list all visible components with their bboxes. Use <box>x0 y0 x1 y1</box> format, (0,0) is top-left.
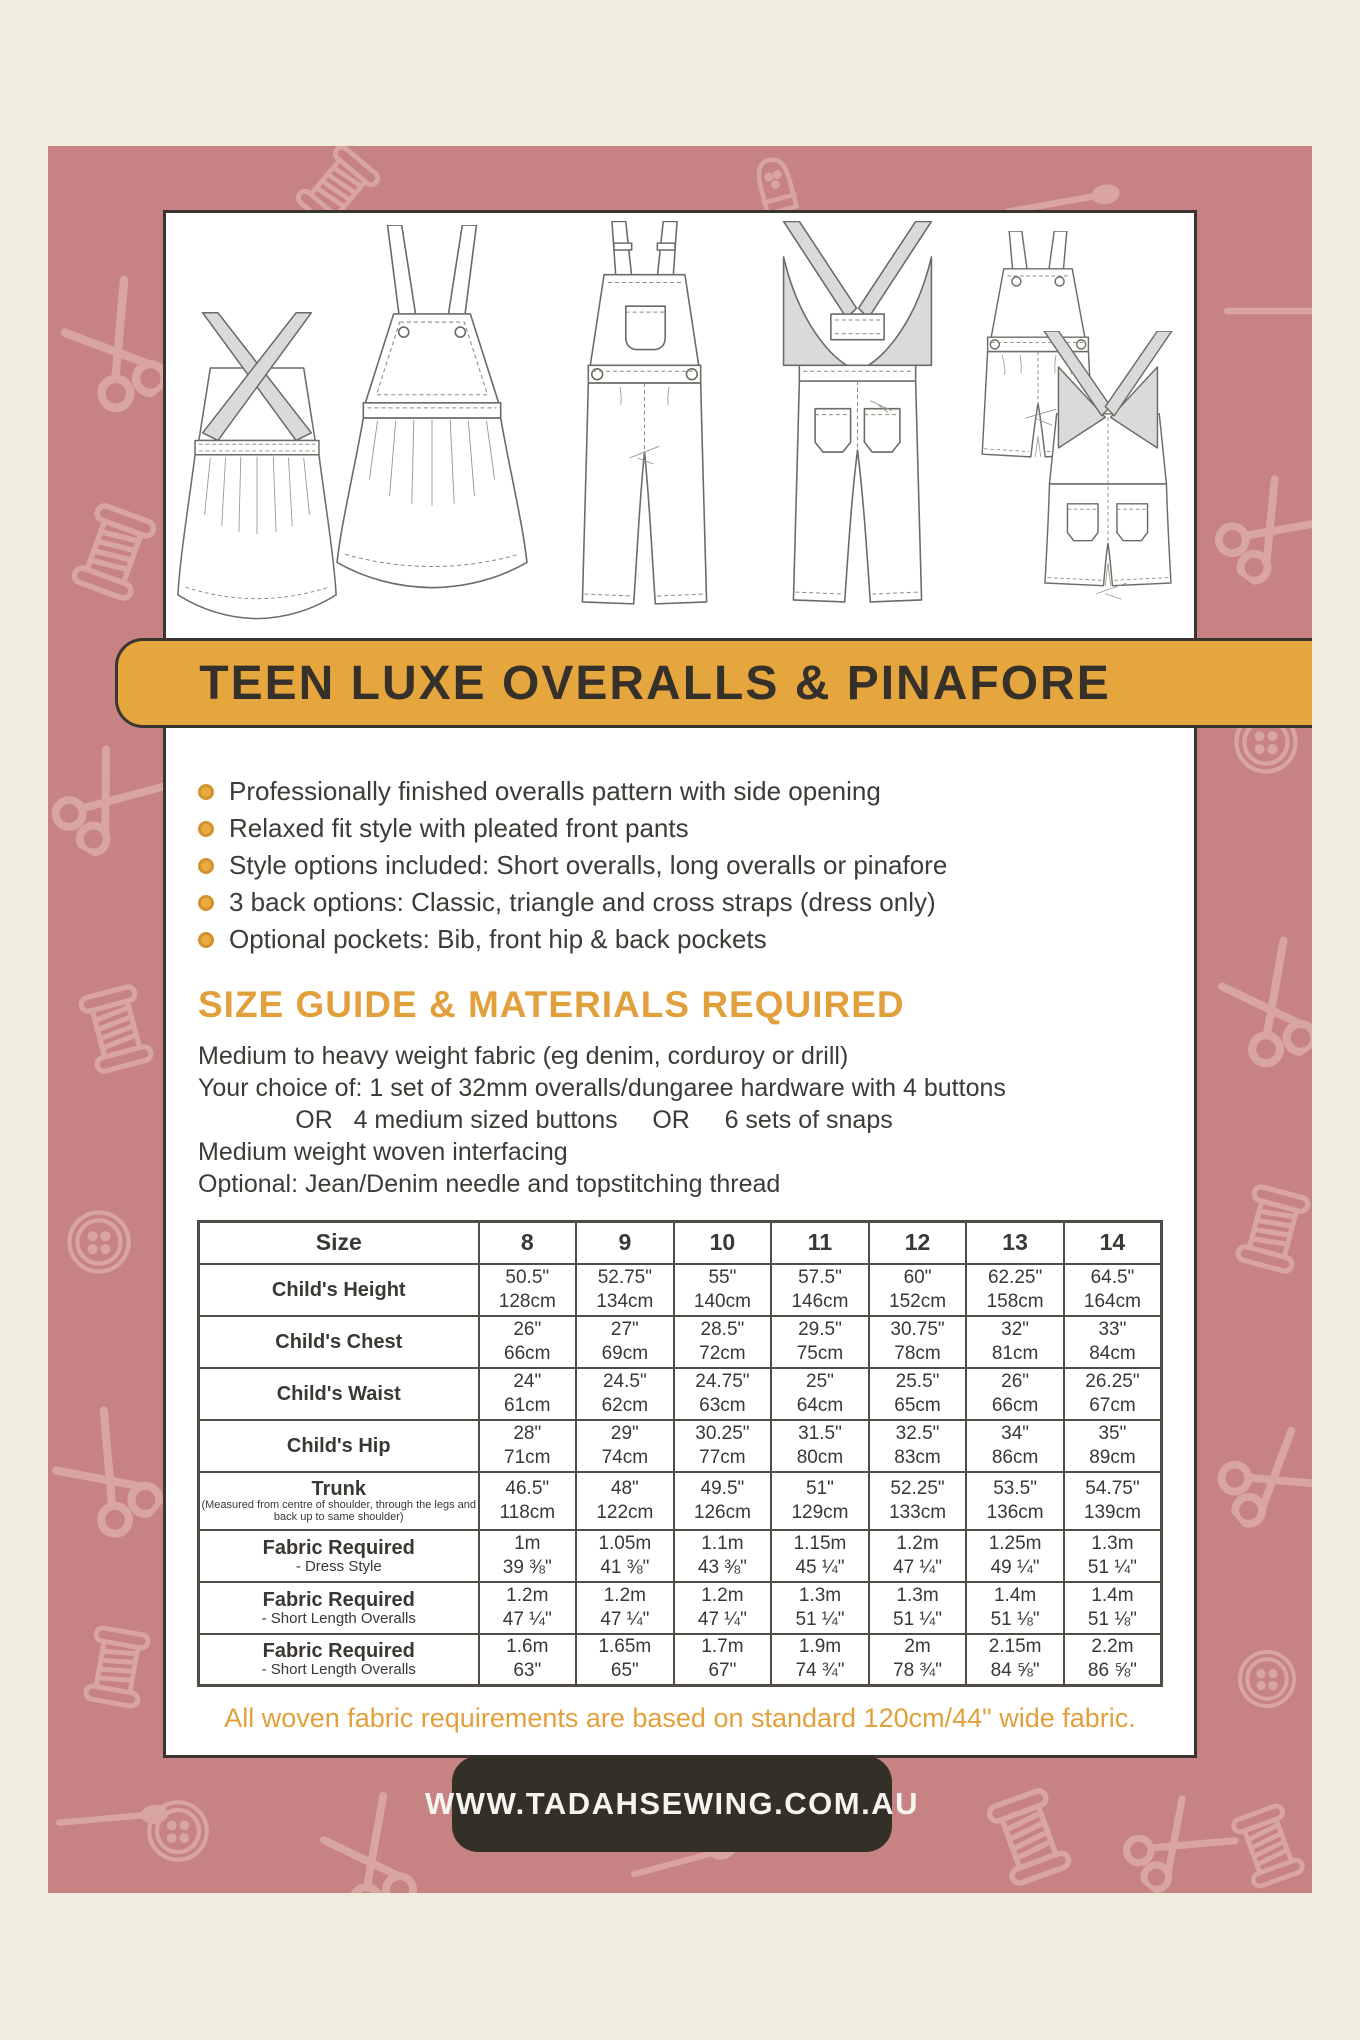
table-cell <box>479 1530 577 1582</box>
size-guide-heading: SIZE GUIDE & MATERIALS REQUIRED <box>198 984 905 1025</box>
table-cell-value: 67" <box>708 1660 737 1682</box>
feature-text: Style options included: Short overalls, long overalls or pinafore <box>229 850 948 880</box>
table-cell-value: 51" <box>806 1477 834 1499</box>
materials-required-text <box>198 1040 1194 1200</box>
table-cell-value: 1.2m <box>896 1532 939 1554</box>
table-cell <box>576 1530 674 1582</box>
scissors-icon <box>1200 1403 1312 1561</box>
row-sublabel-text: (Measured from centre of shoulder, through the legs and back up to same shoulder) <box>201 1499 477 1523</box>
table-cell <box>1064 1316 1162 1368</box>
row-label <box>199 1420 479 1472</box>
table-cell <box>869 1530 967 1582</box>
spool-icon <box>70 1620 165 1715</box>
table-cell-value: 75cm <box>796 1342 844 1364</box>
size-column-header: 9 <box>576 1222 674 1264</box>
size-column-header: 14 <box>1064 1222 1162 1264</box>
table-cell <box>674 1472 772 1530</box>
table-cell <box>576 1634 674 1686</box>
table-cell-value: 53.5" <box>993 1477 1037 1499</box>
table-row <box>199 1368 1162 1420</box>
button-bullet-icon <box>198 932 214 948</box>
row-label-text: Child's Height <box>271 1278 406 1301</box>
table-cell-value: 45 ¼" <box>795 1556 845 1578</box>
table-cell <box>771 1530 869 1582</box>
table-row <box>199 1264 1162 1316</box>
table-cell-value: 26" <box>513 1318 542 1340</box>
table-cell <box>674 1316 772 1368</box>
table-row <box>199 1316 1162 1368</box>
scissors-icon <box>1107 1775 1251 1893</box>
table-cell-value: 52.25" <box>890 1477 945 1499</box>
table-cell <box>479 1420 577 1472</box>
table-cell-value: 118cm <box>499 1501 556 1523</box>
table-cell-value: 1.2m <box>701 1584 744 1606</box>
row-label-text: Trunk <box>311 1478 366 1500</box>
title-banner <box>115 638 1312 728</box>
table-cell-value: 57.5" <box>798 1266 842 1288</box>
table-cell-value: 164cm <box>1083 1290 1141 1312</box>
table-cell-value: 80cm <box>796 1446 844 1468</box>
table-cell-value: 29" <box>610 1422 639 1444</box>
table-row <box>199 1582 1162 1634</box>
table-cell-value: 152cm <box>889 1290 947 1312</box>
table-cell <box>674 1530 772 1582</box>
feature-item <box>198 921 1194 958</box>
fabric-width-note: All woven fabric requirements are based on standard 120cm/44" wide fabric. <box>224 1703 1136 1733</box>
pinafore-back-cross-straps-drawing <box>176 308 338 632</box>
materials-line: OR 4 medium sized buttons OR 6 sets of snaps <box>198 1106 893 1134</box>
table-cell-value: 1.2m <box>603 1584 646 1606</box>
table-cell-value: 89cm <box>1089 1446 1136 1468</box>
table-cell <box>576 1420 674 1472</box>
scissors-icon <box>1198 454 1312 610</box>
materials-line: Medium to heavy weight fabric (eg denim, corduroy or drill) <box>198 1042 849 1070</box>
table-cell <box>771 1368 869 1420</box>
table-cell-value: 1.4m <box>1091 1584 1134 1606</box>
table-cell <box>674 1582 772 1634</box>
table-cell-value: 47 ¼" <box>893 1556 943 1578</box>
table-cell-value: 140cm <box>693 1290 751 1312</box>
table-cell-value: 1.25m <box>988 1532 1042 1554</box>
table-cell-value: 1.2m <box>506 1584 549 1606</box>
table-cell-value: 1.65m <box>598 1636 652 1658</box>
pattern-info-card <box>163 210 1197 1758</box>
table-cell <box>771 1472 869 1530</box>
row-label <box>199 1582 479 1634</box>
table-cell-value: 1.3m <box>798 1584 842 1606</box>
table-cell-value: 65" <box>610 1660 639 1682</box>
table-cell <box>869 1472 967 1530</box>
table-cell-value: 146cm <box>791 1290 849 1312</box>
table-cell-value: 1.15m <box>793 1532 847 1554</box>
table-cell-value: 65cm <box>894 1394 941 1416</box>
table-cell <box>771 1264 869 1316</box>
table-cell <box>869 1316 967 1368</box>
table-cell <box>576 1264 674 1316</box>
table-cell-value: 61cm <box>504 1394 551 1416</box>
table-cell-value: 48" <box>610 1477 639 1499</box>
table-cell-value: 49 ¼" <box>990 1556 1040 1578</box>
table-cell-value: 84 ⅝" <box>990 1660 1040 1682</box>
materials-line: Medium weight woven interfacing <box>198 1138 568 1166</box>
feature-item <box>198 847 1194 884</box>
feature-item <box>198 810 1194 847</box>
table-cell-value: 63" <box>513 1660 542 1682</box>
size-column-header: 12 <box>869 1222 967 1264</box>
table-cell <box>1064 1420 1162 1472</box>
table-cell <box>674 1368 772 1420</box>
row-label-text: Child's Chest <box>275 1330 403 1353</box>
scissors-icon <box>1193 923 1312 1085</box>
feature-text: Optional pockets: Bib, front hip & back pockets <box>229 924 767 954</box>
table-row <box>199 1634 1162 1686</box>
table-cell-value: 139cm <box>1083 1501 1141 1523</box>
table-cell-value: 62.25" <box>987 1266 1043 1288</box>
pattern-title: TEEN LUXE OVERALLS & PINAFORE <box>199 656 1111 710</box>
feature-text: Relaxed fit style with pleated front pants <box>229 813 689 843</box>
table-cell-value: 74cm <box>601 1446 649 1468</box>
table-cell-value: 41 ⅜" <box>600 1556 650 1578</box>
row-sublabel-text: - Dress Style <box>295 1557 382 1575</box>
table-cell-value: 54.75" <box>1085 1477 1140 1499</box>
size-column-header: 8 <box>479 1222 577 1264</box>
table-cell-value: 47 ¼" <box>502 1608 552 1630</box>
table-cell-value: 26.25" <box>1085 1370 1140 1392</box>
table-cell-value: 63cm <box>699 1394 746 1416</box>
row-label <box>199 1264 479 1316</box>
button-bullet-icon <box>198 784 214 800</box>
table-cell <box>869 1582 967 1634</box>
table-cell-value: 72cm <box>699 1342 746 1364</box>
table-cell-value: 29.5" <box>798 1318 842 1340</box>
table-cell <box>576 1368 674 1420</box>
table-cell-value: 1.6m <box>506 1636 549 1658</box>
table-cell-value: 51 ¼" <box>1087 1556 1137 1578</box>
table-cell <box>479 1316 577 1368</box>
button-icon <box>1234 1646 1300 1712</box>
table-cell <box>576 1472 674 1530</box>
technical-drawings <box>166 213 1194 641</box>
table-cell-value: 28.5" <box>700 1318 745 1340</box>
table-cell-value: 2m <box>904 1636 931 1658</box>
table-cell-value: 84cm <box>1089 1342 1136 1364</box>
table-cell-value: 71cm <box>504 1446 551 1468</box>
table-cell <box>1064 1368 1162 1420</box>
feature-list <box>198 773 1194 958</box>
table-cell-value: 69cm <box>601 1342 649 1364</box>
table-cell-value: 1.3m <box>896 1584 939 1606</box>
button-bullet-icon <box>198 895 214 911</box>
row-label <box>199 1634 479 1686</box>
table-cell <box>674 1634 772 1686</box>
button-bullet-icon <box>198 858 214 874</box>
table-cell-value: 133cm <box>889 1501 947 1523</box>
table-cell-value: 51 ¼" <box>893 1608 943 1630</box>
button-icon <box>63 1206 135 1278</box>
table-cell-value: 67cm <box>1089 1394 1136 1416</box>
table-cell-value: 32.5" <box>895 1422 940 1444</box>
website-banner <box>425 1756 919 1852</box>
table-cell <box>869 1368 967 1420</box>
short-overalls-back-drawing <box>1024 331 1191 628</box>
table-cell-value: 122cm <box>596 1501 654 1523</box>
table-cell <box>869 1634 967 1686</box>
spool-icon <box>970 1778 1088 1893</box>
website-url: WWW.TADAHSEWING.COM.AU <box>425 1786 919 1821</box>
table-cell-value: 134cm <box>596 1290 654 1312</box>
table-cell <box>771 1634 869 1686</box>
size-column-header: 13 <box>966 1222 1064 1264</box>
table-cell-value: 86cm <box>991 1446 1039 1468</box>
table-cell-value: 77cm <box>699 1446 746 1468</box>
row-label-text: Fabric Required <box>262 1640 415 1663</box>
row-label-text: Fabric Required <box>262 1588 415 1611</box>
table-cell <box>576 1316 674 1368</box>
table-cell-value: 66cm <box>504 1342 551 1364</box>
size-column-header: 10 <box>674 1222 772 1264</box>
table-cell-value: 46.5" <box>505 1477 550 1499</box>
row-label-text: Fabric Required <box>262 1536 415 1559</box>
table-cell <box>1064 1472 1162 1530</box>
table-cell-value: 30.75" <box>890 1318 945 1340</box>
row-label <box>199 1316 479 1368</box>
table-cell-value: 52.75" <box>597 1266 652 1288</box>
table-cell <box>966 1582 1064 1634</box>
table-cell-value: 83cm <box>894 1446 941 1468</box>
table-cell-value: 86 ⅝" <box>1087 1660 1137 1682</box>
table-cell-value: 1m <box>514 1532 541 1554</box>
table-cell-value: 64.5" <box>1090 1266 1135 1288</box>
materials-line: Optional: Jean/Denim needle and topstitching thread <box>198 1170 781 1198</box>
table-cell-value: 55" <box>708 1266 737 1288</box>
table-cell <box>966 1420 1064 1472</box>
feature-text: Professionally finished overalls pattern with side opening <box>229 776 881 806</box>
table-row <box>199 1472 1162 1530</box>
table-cell-value: 1.7m <box>701 1636 744 1658</box>
table-cell-value: 34" <box>1001 1422 1030 1444</box>
table-row <box>199 1420 1162 1472</box>
size-table-body <box>199 1264 1162 1686</box>
table-cell-value: 1.4m <box>993 1584 1037 1606</box>
row-label-text: Child's Waist <box>276 1382 401 1405</box>
table-cell-value: 62cm <box>601 1394 649 1416</box>
button-icon <box>143 1796 213 1866</box>
table-cell-value: 28" <box>513 1422 542 1444</box>
table-cell-value: 1.05m <box>598 1532 652 1554</box>
table-cell-value: 126cm <box>693 1501 751 1523</box>
long-overalls-front-drawing <box>541 221 748 626</box>
table-cell-value: 24.75" <box>695 1370 750 1392</box>
table-cell-value: 78 ¾" <box>893 1660 943 1682</box>
table-cell-value: 27" <box>610 1318 639 1340</box>
table-cell <box>479 1264 577 1316</box>
row-label-text: Child's Hip <box>286 1434 391 1457</box>
table-cell <box>966 1264 1064 1316</box>
table-cell <box>479 1368 577 1420</box>
table-cell-value: 47 ¼" <box>697 1608 747 1630</box>
table-cell <box>771 1316 869 1368</box>
table-cell <box>1064 1530 1162 1582</box>
table-cell-value: 26" <box>1001 1370 1030 1392</box>
feature-text: 3 back options: Classic, triangle and cross straps (dress only) <box>229 887 936 917</box>
table-cell <box>966 1634 1064 1686</box>
row-label <box>199 1472 479 1530</box>
table-cell-value: 1.3m <box>1091 1532 1134 1554</box>
table-cell <box>674 1420 772 1472</box>
table-cell-value: 74 ¾" <box>795 1660 845 1682</box>
size-column-header: Size <box>199 1222 479 1264</box>
table-cell-value: 60" <box>903 1266 932 1288</box>
row-label <box>199 1530 479 1582</box>
table-cell <box>479 1582 577 1634</box>
table-cell-value: 81cm <box>991 1342 1039 1364</box>
table-cell-value: 66cm <box>991 1394 1039 1416</box>
table-cell-value: 1.9m <box>798 1636 842 1658</box>
table-cell-value: 35" <box>1098 1422 1127 1444</box>
table-cell <box>576 1582 674 1634</box>
spool-icon <box>1220 1176 1312 1281</box>
table-cell-value: 2.15m <box>988 1636 1042 1658</box>
table-cell-value: 51 ⅛" <box>990 1608 1040 1630</box>
spool-icon <box>63 976 168 1081</box>
table-cell-value: 33" <box>1098 1318 1127 1340</box>
table-cell <box>771 1420 869 1472</box>
materials-line: Your choice of: 1 set of 32mm overalls/dungaree hardware with 4 buttons <box>198 1074 1006 1102</box>
table-cell <box>1064 1634 1162 1686</box>
table-cell <box>966 1368 1064 1420</box>
table-cell-value: 2.2m <box>1091 1636 1134 1658</box>
table-cell <box>771 1582 869 1634</box>
size-table <box>197 1220 1163 1687</box>
table-cell-value: 32" <box>1001 1318 1030 1340</box>
table-row <box>199 1530 1162 1582</box>
table-cell-value: 1.1m <box>701 1532 744 1554</box>
table-cell <box>674 1264 772 1316</box>
table-cell <box>869 1264 967 1316</box>
table-cell-value: 158cm <box>986 1290 1044 1312</box>
row-label <box>199 1368 479 1420</box>
table-cell <box>869 1420 967 1472</box>
table-cell-value: 43 ⅜" <box>697 1556 747 1578</box>
table-cell-value: 47 ¼" <box>600 1608 650 1630</box>
table-cell <box>966 1472 1064 1530</box>
table-cell <box>479 1634 577 1686</box>
table-cell-value: 64cm <box>796 1394 844 1416</box>
size-table-header <box>199 1222 1162 1264</box>
table-cell <box>966 1316 1064 1368</box>
table-cell <box>966 1530 1064 1582</box>
table-cell-value: 24.5" <box>602 1370 647 1392</box>
table-cell-value: 49.5" <box>700 1477 745 1499</box>
table-cell <box>1064 1264 1162 1316</box>
button-bullet-icon <box>198 821 214 837</box>
feature-item <box>198 884 1194 921</box>
row-sublabel-text: - Short Length Overalls <box>261 1609 416 1627</box>
table-cell-value: 25" <box>806 1370 834 1392</box>
table-cell-value: 30.25" <box>695 1422 750 1444</box>
table-cell-value: 136cm <box>986 1501 1044 1523</box>
row-sublabel-text: - Short Length Overalls <box>261 1661 416 1679</box>
table-cell-value: 31.5" <box>798 1422 842 1444</box>
table-cell-value: 51 ¼" <box>795 1608 845 1630</box>
long-overalls-back-drawing <box>754 221 961 626</box>
table-cell-value: 51 ⅛" <box>1087 1608 1137 1630</box>
table-cell-value: 129cm <box>791 1501 849 1523</box>
table-cell <box>1064 1582 1162 1634</box>
table-cell-value: 128cm <box>498 1290 556 1312</box>
spool-icon <box>55 493 173 611</box>
table-cell-value: 50.5" <box>505 1266 550 1288</box>
size-column-header: 11 <box>771 1222 869 1264</box>
table-cell-value: 25.5" <box>895 1370 940 1392</box>
pinafore-front-drawing <box>331 225 533 609</box>
needle-icon <box>1205 233 1312 389</box>
table-cell-value: 78cm <box>894 1342 941 1364</box>
table-cell-value: 39 ⅜" <box>502 1556 552 1578</box>
feature-item <box>198 773 1194 810</box>
table-cell <box>479 1472 577 1530</box>
table-cell-value: 24" <box>513 1370 542 1392</box>
